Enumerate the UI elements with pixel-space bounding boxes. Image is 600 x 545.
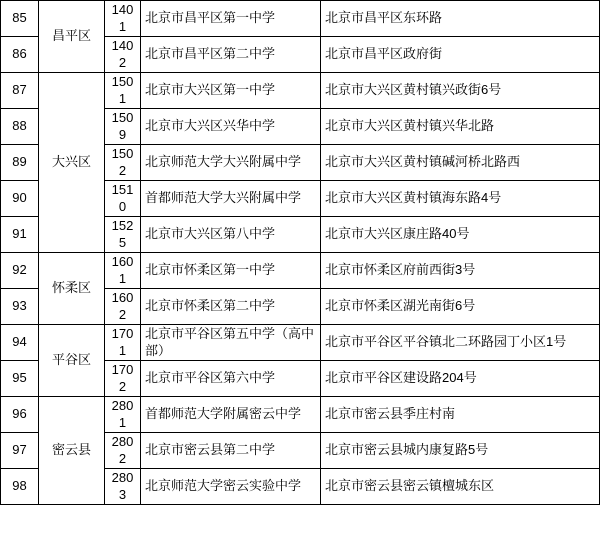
school-name: 北京市昌平区第一中学 xyxy=(141,1,321,37)
school-code-top: 170 xyxy=(111,362,134,378)
school-address: 北京市大兴区黄村镇碱河桥北路西 xyxy=(321,145,600,181)
school-code-bottom: 0 xyxy=(118,198,127,214)
school-name: 北京市怀柔区第二中学 xyxy=(141,289,321,325)
school-code-bottom: 2 xyxy=(118,54,127,70)
school-code-top: 280 xyxy=(111,434,134,450)
table-row xyxy=(1,325,600,361)
school-name: 北京市大兴区第八中学 xyxy=(141,217,321,253)
school-code-top: 170 xyxy=(111,326,134,342)
school-code-bottom: 2 xyxy=(118,306,127,322)
school-code-top: 152 xyxy=(111,218,134,234)
school-code xyxy=(105,73,141,109)
school-address: 北京市大兴区黄村镇海东路4号 xyxy=(321,181,600,217)
row-index: 93 xyxy=(1,289,39,325)
row-index: 87 xyxy=(1,73,39,109)
district-cell: 昌平区 xyxy=(39,1,105,73)
school-address: 北京市密云县城内康复路5号 xyxy=(321,433,600,469)
row-index: 97 xyxy=(1,433,39,469)
school-address: 北京市怀柔区湖光南街6号 xyxy=(321,289,600,325)
school-code xyxy=(105,253,141,289)
school-code-top: 140 xyxy=(111,38,134,54)
school-name: 北京市昌平区第二中学 xyxy=(141,37,321,73)
school-code-top: 150 xyxy=(111,74,134,90)
school-code xyxy=(105,217,141,253)
school-address: 北京市大兴区康庄路40号 xyxy=(321,217,600,253)
school-code-bottom: 1 xyxy=(118,270,127,286)
school-address: 北京市平谷区建设路204号 xyxy=(321,361,600,397)
school-name: 北京市平谷区第五中学（高中部） xyxy=(141,325,321,361)
school-address: 北京市平谷区平谷镇北二环路园丁小区1号 xyxy=(321,325,600,361)
school-code-bottom: 1 xyxy=(118,342,127,358)
school-code-top: 140 xyxy=(111,2,134,18)
school-code xyxy=(105,325,141,361)
school-address: 北京市怀柔区府前西街3号 xyxy=(321,253,600,289)
school-code-top: 280 xyxy=(111,470,134,486)
school-code xyxy=(105,145,141,181)
school-code-top: 280 xyxy=(111,398,134,414)
school-code-bottom: 3 xyxy=(118,486,127,502)
school-code xyxy=(105,397,141,433)
school-code-bottom: 1 xyxy=(118,18,127,34)
school-code-bottom: 2 xyxy=(118,378,127,394)
school-code xyxy=(105,109,141,145)
school-code xyxy=(105,433,141,469)
table-row xyxy=(1,1,600,37)
school-code-bottom: 9 xyxy=(118,126,127,142)
school-code xyxy=(105,1,141,37)
school-address: 北京市大兴区黄村镇兴华北路 xyxy=(321,109,600,145)
row-index: 86 xyxy=(1,37,39,73)
school-name: 北京市密云县第二中学 xyxy=(141,433,321,469)
row-index: 90 xyxy=(1,181,39,217)
school-name: 北京师范大学大兴附属中学 xyxy=(141,145,321,181)
row-index: 89 xyxy=(1,145,39,181)
school-address: 北京市昌平区政府街 xyxy=(321,37,600,73)
school-name: 北京市平谷区第六中学 xyxy=(141,361,321,397)
school-code xyxy=(105,289,141,325)
table-row xyxy=(1,397,600,433)
school-code-top: 160 xyxy=(111,254,134,270)
school-code-bottom: 1 xyxy=(118,90,127,106)
row-index: 92 xyxy=(1,253,39,289)
district-cell: 大兴区 xyxy=(39,73,105,253)
row-index: 95 xyxy=(1,361,39,397)
school-address: 北京市昌平区东环路 xyxy=(321,1,600,37)
school-code xyxy=(105,181,141,217)
row-index: 85 xyxy=(1,1,39,37)
school-code xyxy=(105,37,141,73)
school-code-top: 150 xyxy=(111,110,134,126)
school-address: 北京市密云县季庄村南 xyxy=(321,397,600,433)
district-cell: 平谷区 xyxy=(39,325,105,397)
district-cell: 怀柔区 xyxy=(39,253,105,325)
school-address: 北京市密云县密云镇檀城东区 xyxy=(321,469,600,505)
school-code xyxy=(105,469,141,505)
table-row xyxy=(1,253,600,289)
row-index: 94 xyxy=(1,325,39,361)
school-name: 北京市怀柔区第一中学 xyxy=(141,253,321,289)
row-index: 96 xyxy=(1,397,39,433)
row-index: 98 xyxy=(1,469,39,505)
school-code-bottom: 1 xyxy=(118,414,127,430)
school-name: 北京师范大学密云实验中学 xyxy=(141,469,321,505)
school-name: 首都师范大学大兴附属中学 xyxy=(141,181,321,217)
school-code-bottom: 2 xyxy=(118,162,127,178)
school-code-top: 151 xyxy=(111,182,134,198)
table-row xyxy=(1,73,600,109)
school-name: 北京市大兴区兴华中学 xyxy=(141,109,321,145)
school-code-top: 150 xyxy=(111,146,134,162)
school-address: 北京市大兴区黄村镇兴政街6号 xyxy=(321,73,600,109)
school-name: 首都师范大学附属密云中学 xyxy=(141,397,321,433)
school-code-bottom: 5 xyxy=(118,234,127,250)
school-code-top: 160 xyxy=(111,290,134,306)
row-index: 88 xyxy=(1,109,39,145)
row-index: 91 xyxy=(1,217,39,253)
district-cell: 密云县 xyxy=(39,397,105,505)
table-body xyxy=(1,1,600,505)
school-code-bottom: 2 xyxy=(118,450,127,466)
school-code xyxy=(105,361,141,397)
school-name: 北京市大兴区第一中学 xyxy=(141,73,321,109)
